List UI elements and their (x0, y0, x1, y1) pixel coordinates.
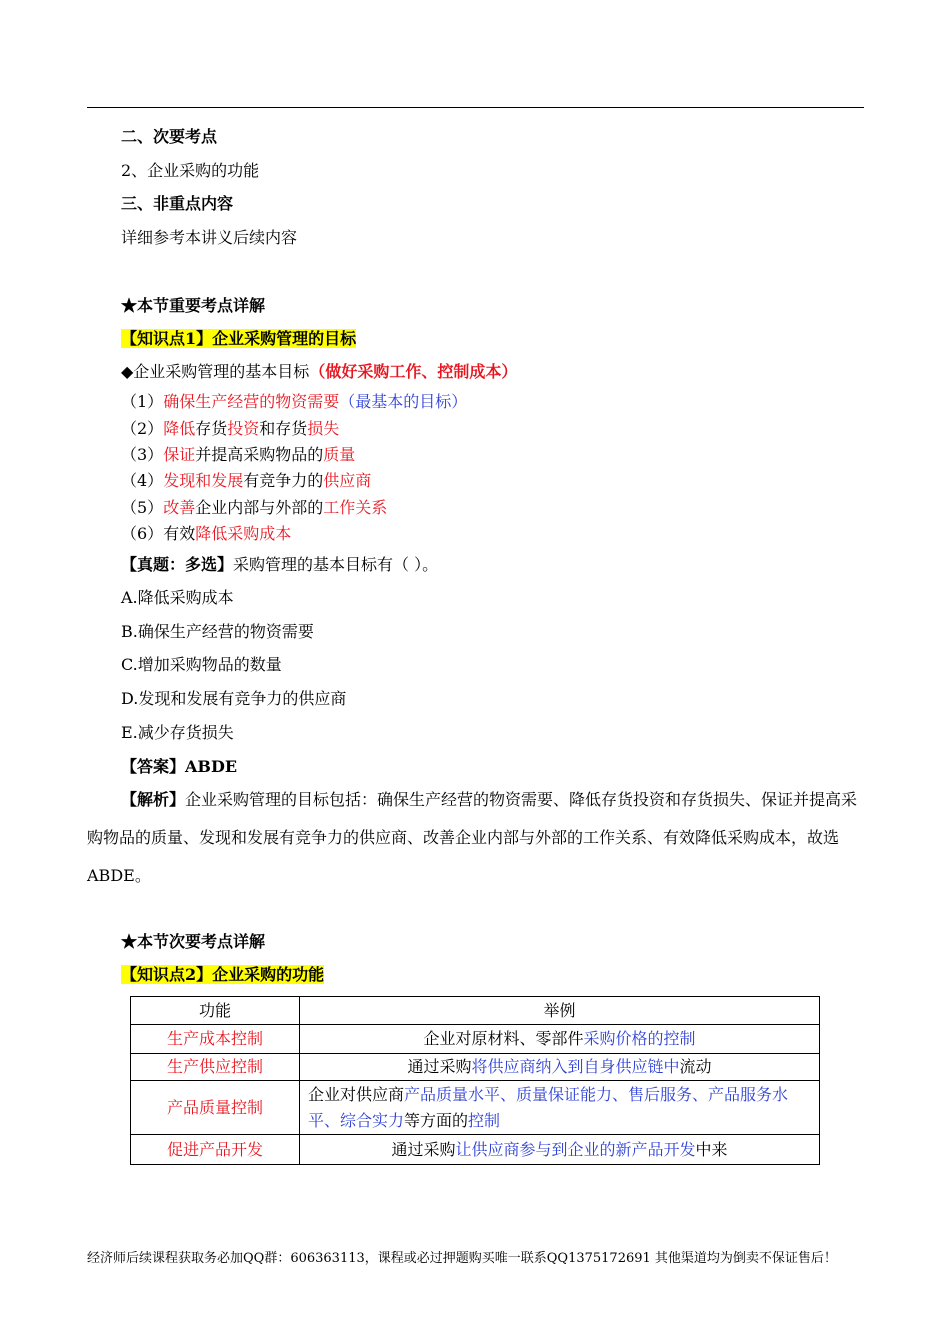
question-tag: 【真题：多选】 (121, 555, 234, 574)
example-cell (300, 1135, 820, 1165)
goal-text-red: 发现和发展 (163, 471, 244, 490)
goal-item-3 (121, 444, 355, 466)
knowledge-point-2-title (121, 964, 324, 986)
example-text-blue: 产品质量水平、质量保证能力、售后服务、产品服务水平、综合实力 (308, 1084, 789, 1130)
goal-item-2 (121, 418, 339, 440)
knowledge-point-1-title (121, 328, 356, 350)
goal-text-red: 降低采购成本 (195, 524, 292, 543)
function-table (130, 996, 820, 1165)
goal-text-red: 供应商 (323, 471, 372, 490)
goal-num: （1） (121, 392, 164, 411)
table-row (131, 1135, 820, 1165)
example-text-blue: 将供应商纳入到自身供应链中 (471, 1057, 680, 1076)
example-text: 通过采购 (407, 1057, 472, 1076)
knowledge-point-1-highlight: 【知识点1】企业采购管理的目标 (121, 329, 357, 348)
secondary-heading: ★本节次要考点详解 (121, 932, 266, 951)
goal-text: 有效 (163, 524, 196, 543)
example-cell (300, 1054, 820, 1081)
example-text: 等方面的 (404, 1110, 469, 1130)
goal-num: （5） (121, 498, 164, 517)
goal-text-red: 投资 (227, 419, 260, 438)
footer-notice: 经济师后续课程获取务必加QQ群：606363113，课程或必过押题购买唯一联系QQ1375172691 其他渠道均为倒卖不保证售后！ (87, 1251, 837, 1266)
answer-tag: 【答案】 (121, 757, 186, 776)
function-cell: 产品质量控制 (131, 1081, 300, 1135)
example-cell (300, 1081, 820, 1135)
example-text: 企业对供应商 (308, 1084, 405, 1104)
option-c: C.增加采购物品的数量 (121, 655, 282, 674)
goal-text-red: 改善 (163, 498, 196, 517)
table-row (131, 1081, 820, 1135)
answer-value: ABDE (185, 757, 238, 776)
question-text: 采购管理的基本目标有（ ）。 (233, 555, 439, 574)
answer-line (121, 756, 237, 778)
example-text: 通过采购 (391, 1139, 456, 1159)
goal-item-1 (121, 391, 467, 413)
header-function: 功能 (131, 997, 300, 1025)
goal-num: （2） (121, 419, 164, 438)
analysis-tag: 【解析】 (121, 790, 186, 809)
table-row (131, 1054, 820, 1081)
goal-text-red: 确保生产经营的物资需要 (163, 392, 340, 411)
option-e: E.减少存货损失 (121, 723, 234, 742)
analysis-text: 企业采购管理的目标包括：确保生产经营的物资需要、降低存货投资和存货损失、保证并提高采购物品的质量、发现和发展有竞争力的供应商、改善企业内部与外部的工作关系、有效降低采购成本，故选ABDE。 (87, 790, 858, 885)
header-rule (87, 107, 864, 108)
basic-goal-emphasis: （做好采购工作、控制成本） (309, 362, 518, 381)
goal-item-5 (121, 497, 387, 519)
goal-item-4 (121, 470, 371, 492)
knowledge-point-2-highlight: 【知识点2】企业采购的功能 (121, 965, 325, 984)
goal-text: 有竞争力的 (243, 471, 324, 490)
section-2-item: 2、企业采购的功能 (121, 161, 260, 180)
example-text: 中来 (695, 1139, 728, 1159)
goal-text-red: 工作关系 (323, 498, 388, 517)
example-text: 流动 (679, 1057, 712, 1076)
goal-text-red: 降低 (163, 419, 196, 438)
section-2-title: 二、次要考点 (121, 127, 218, 146)
table-header-row (131, 997, 820, 1025)
goal-num: （4） (121, 471, 164, 490)
goal-num: （3） (121, 445, 164, 464)
example-text-blue: 控制 (468, 1110, 501, 1130)
basic-goal-line (121, 361, 517, 383)
option-b: B.确保生产经营的物资需要 (121, 622, 314, 641)
goal-text-blue: （最基本的目标） (339, 392, 468, 411)
example-text: 企业对原材料、零部件 (423, 1029, 584, 1048)
goal-num: （6） (121, 524, 164, 543)
section-3-title: 三、非重点内容 (121, 194, 234, 213)
goal-text: 存货 (195, 419, 228, 438)
goal-text-red: 质量 (323, 445, 356, 464)
option-a: A.降低采购成本 (121, 588, 234, 607)
analysis-paragraph (87, 781, 864, 895)
question-line (121, 554, 438, 576)
function-cell: 促进产品开发 (131, 1135, 300, 1165)
goal-text: 企业内部与外部的 (195, 498, 324, 517)
function-cell: 生产成本控制 (131, 1025, 300, 1054)
goal-text-red: 保证 (163, 445, 196, 464)
table-row (131, 1025, 820, 1054)
example-cell (300, 1025, 820, 1054)
example-text-blue: 让供应商参与到企业的新产品开发 (455, 1139, 696, 1159)
goal-item-6 (121, 523, 291, 545)
header-example: 举例 (300, 997, 820, 1025)
function-cell: 生产供应控制 (131, 1054, 300, 1081)
option-d: D.发现和发展有竞争力的供应商 (121, 689, 347, 708)
basic-goal-prefix: ◆企业采购管理的基本目标 (121, 362, 310, 381)
goal-text: 并提高采购物品的 (195, 445, 324, 464)
goal-text: 和存货 (259, 419, 308, 438)
important-heading: ★本节重要考点详解 (121, 296, 266, 315)
example-text-blue: 采购价格的控制 (583, 1029, 696, 1048)
section-3-item: 详细参考本讲义后续内容 (121, 228, 298, 247)
goal-text-red: 损失 (307, 419, 340, 438)
